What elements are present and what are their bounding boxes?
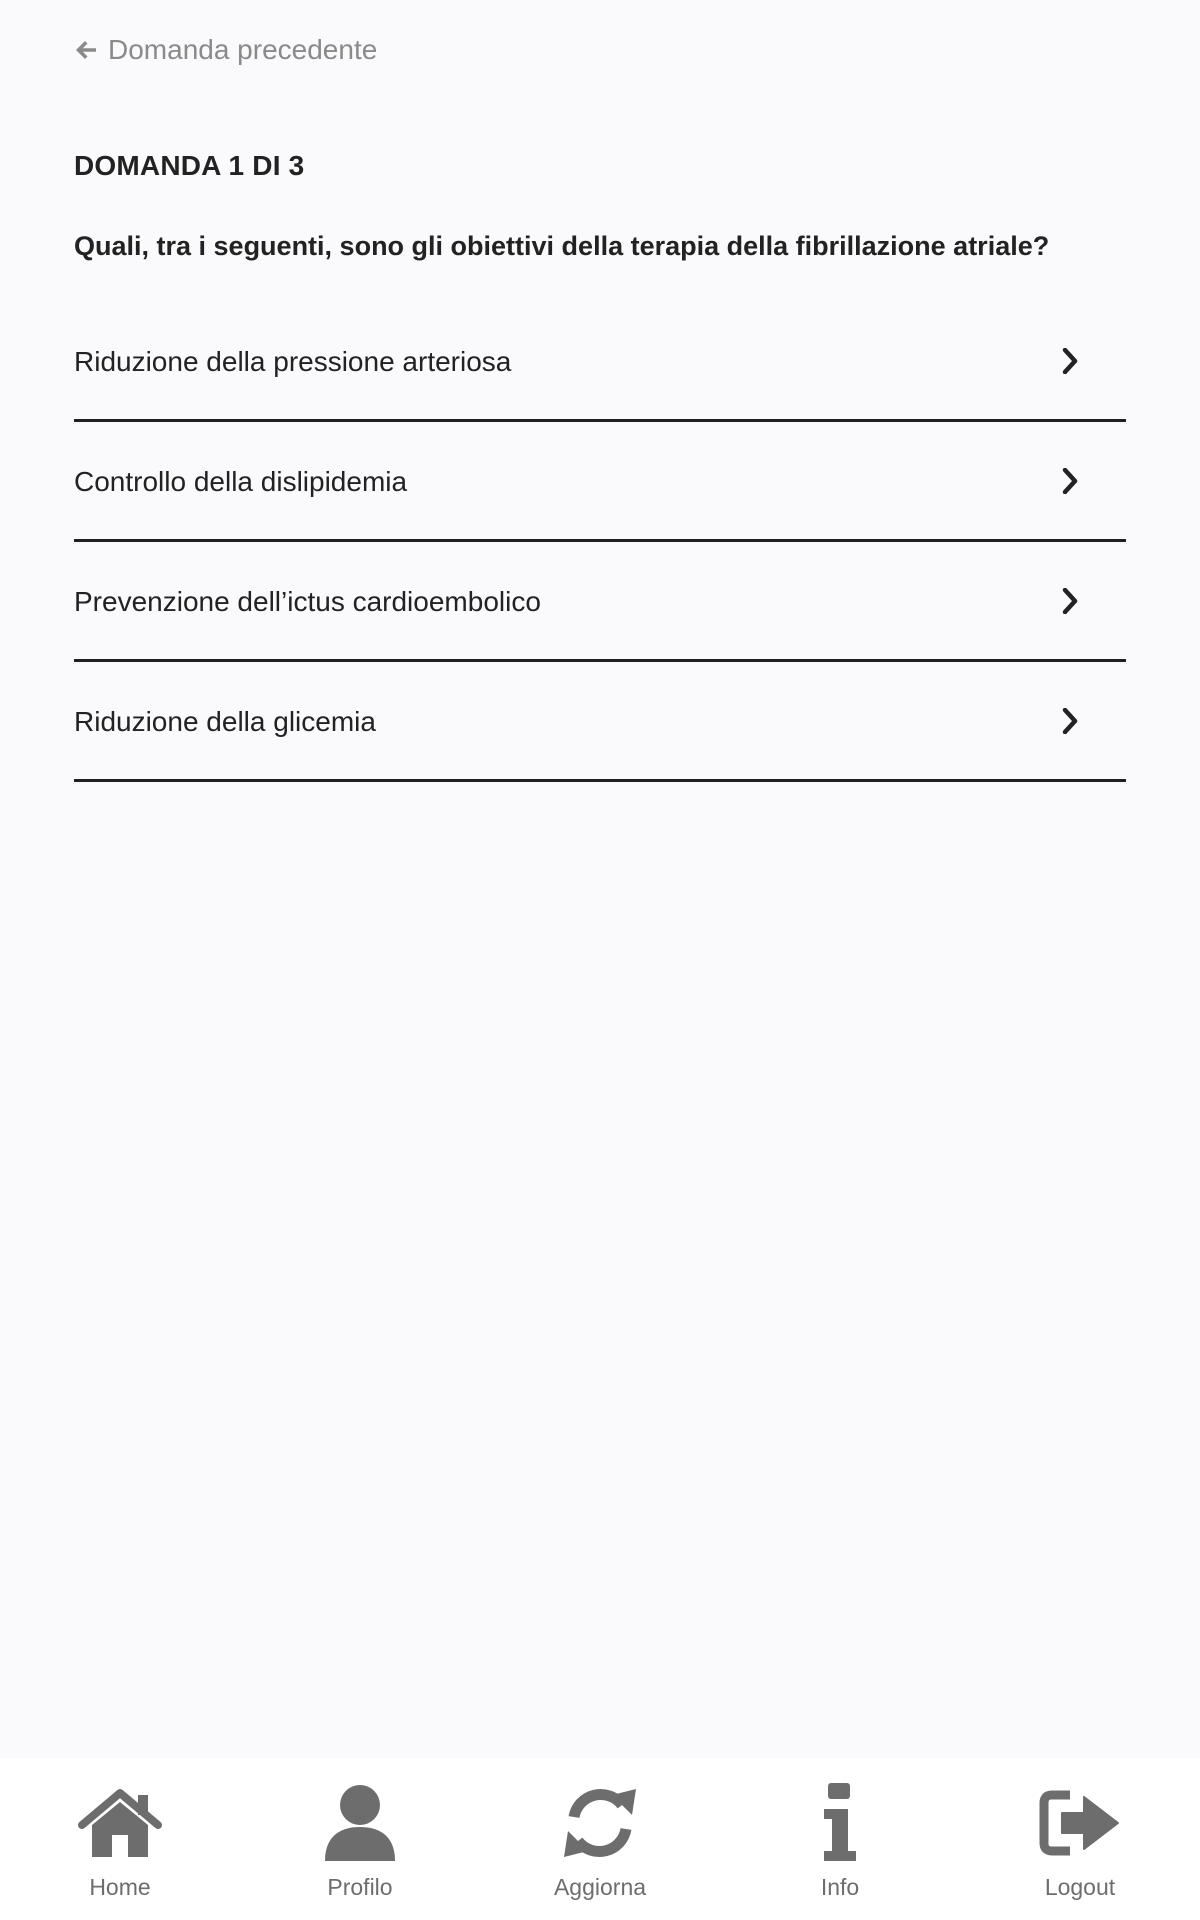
bottom-tab-bar bbox=[0, 1758, 1200, 1920]
logout-icon bbox=[1038, 1778, 1122, 1868]
user-icon bbox=[323, 1778, 397, 1868]
answer-list bbox=[74, 302, 1126, 782]
answer-option[interactable] bbox=[74, 662, 1126, 782]
tab-info[interactable] bbox=[720, 1758, 960, 1920]
answer-option[interactable] bbox=[74, 542, 1126, 662]
tab-home[interactable] bbox=[0, 1758, 240, 1920]
chevron-right-icon bbox=[1058, 347, 1082, 375]
tab-label: Profilo bbox=[327, 1874, 393, 1900]
back-link-label: Domanda precedente bbox=[108, 34, 378, 65]
info-icon bbox=[822, 1778, 858, 1868]
answer-label: Riduzione della glicemia bbox=[74, 705, 376, 737]
tab-label: Aggiorna bbox=[553, 1874, 647, 1900]
tab-label: Info bbox=[820, 1874, 860, 1900]
answer-option[interactable] bbox=[74, 422, 1126, 542]
tab-profile[interactable] bbox=[240, 1758, 480, 1920]
question-text: Quali, tra i seguenti, sono gli obiettivi della terapia della fibrillazione atriale? bbox=[74, 231, 1050, 261]
tab-logout[interactable] bbox=[960, 1758, 1200, 1920]
refresh-icon bbox=[560, 1778, 640, 1868]
answer-label: Riduzione della pressione arteriosa bbox=[74, 345, 512, 377]
tab-label: Logout bbox=[1044, 1874, 1116, 1900]
chevron-right-icon bbox=[1058, 467, 1082, 495]
chevron-right-icon bbox=[1058, 587, 1082, 615]
chevron-right-icon bbox=[1058, 707, 1082, 735]
tab-label: Home bbox=[89, 1874, 151, 1900]
home-icon bbox=[78, 1778, 162, 1868]
arrow-left-icon bbox=[74, 38, 98, 62]
question-counter: DOMANDA 1 DI 3 bbox=[74, 150, 305, 181]
answer-label: Controllo della dislipidemia bbox=[74, 465, 408, 497]
answer-label: Prevenzione dell’ictus cardioembolico bbox=[74, 585, 541, 617]
answer-option[interactable] bbox=[74, 302, 1126, 422]
tab-refresh[interactable] bbox=[480, 1758, 720, 1920]
back-link[interactable] bbox=[74, 34, 377, 66]
